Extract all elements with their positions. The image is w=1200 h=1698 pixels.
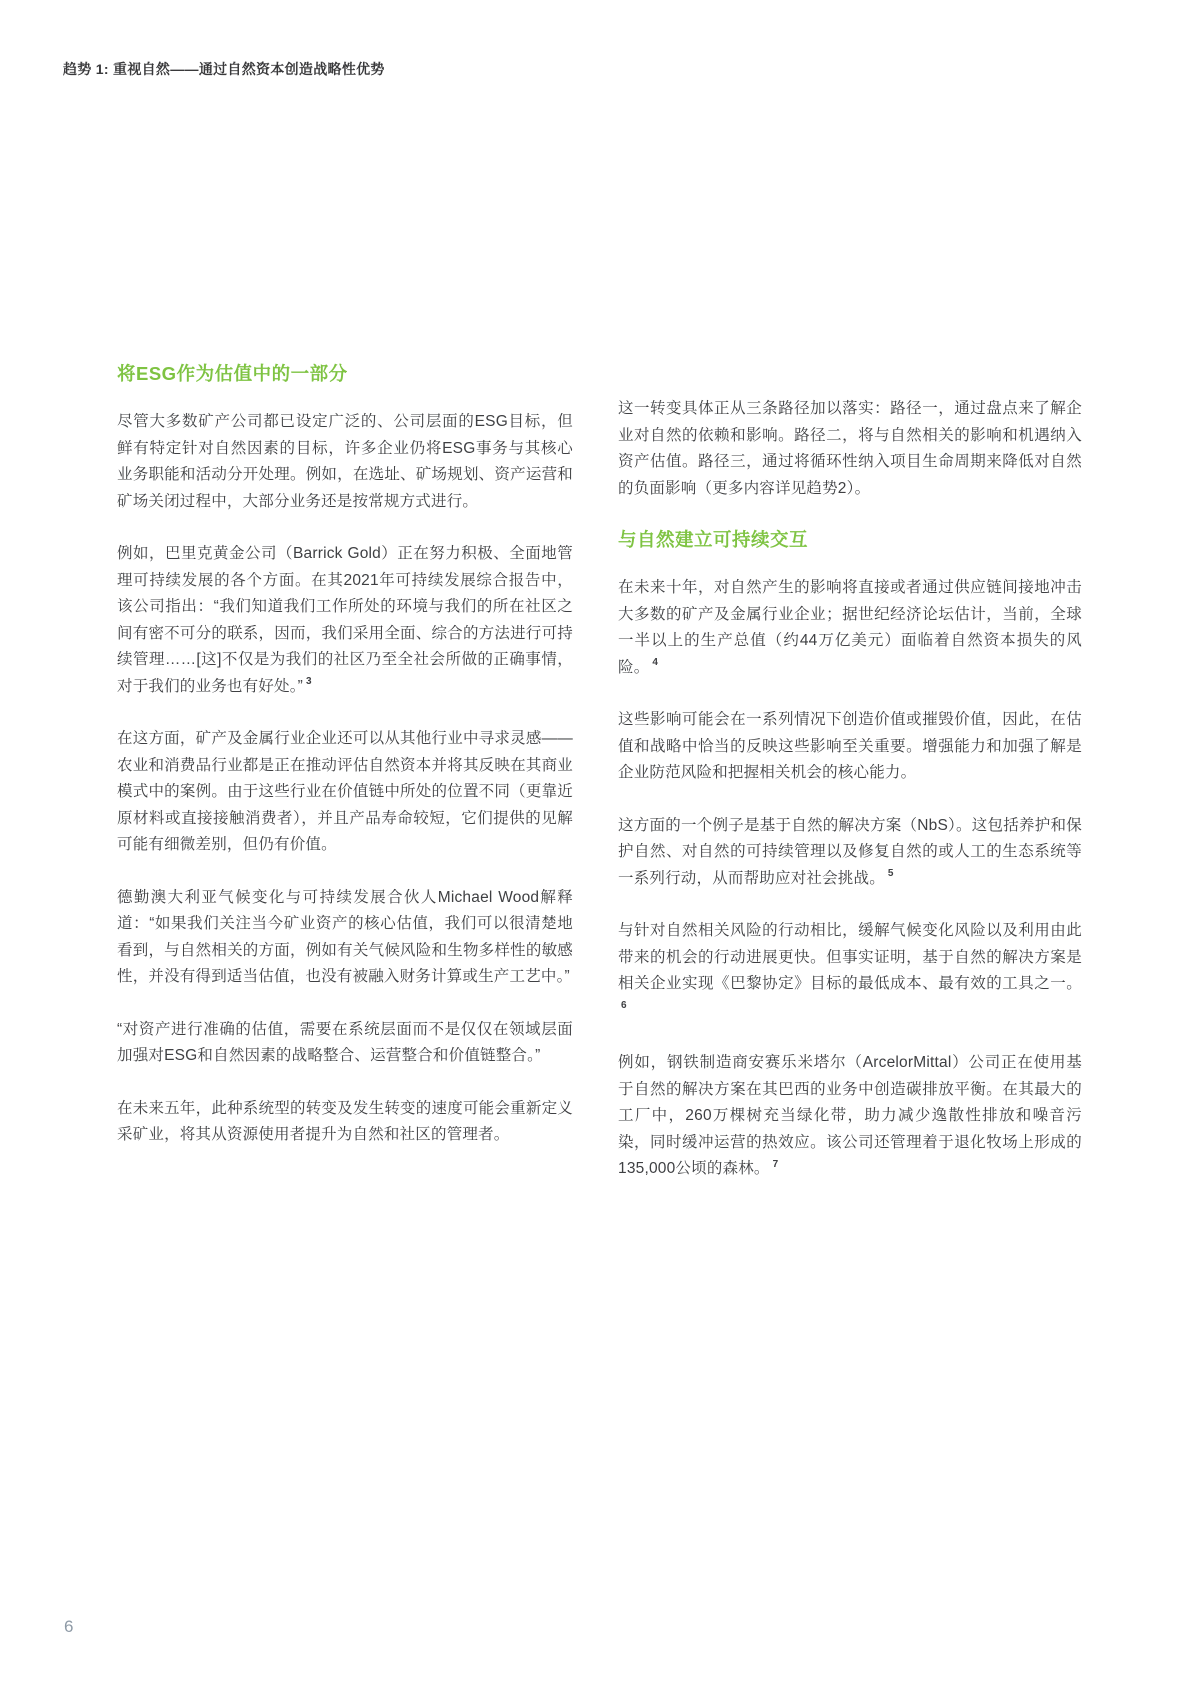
section-heading-nature-interaction: 与自然建立可持续交互 xyxy=(618,529,809,550)
paragraph-text: 例如，巴里克黄金公司（Barrick Gold）正在努力积极、全面地管理可持续发展的各个方面。在其2021年可持续发展综合报告中，该公司指出：“我们知道我们工作所处的环境与我们的所在社区之间有密不可分的联系，因而，我们采用全面、综合的方法进行可持续管理……[这]不仅是为我们的社区乃至全社会所做的正确事情，对于我们的业务也有好处。” xyxy=(117,545,573,695)
paragraph-text: 在未来五年，此种系统型的转变及发生转变的速度可能会重新定义采矿业，将其从资源使用者提升为自然和社区的管理者。 xyxy=(117,1099,573,1143)
paragraph xyxy=(117,726,573,859)
paragraph xyxy=(117,1096,573,1149)
paragraph-text: 这方面的一个例子是基于自然的解决方案（NbS）。这包括养护和保护自然、对自然的可持续管理以及修复自然的或人工的生态系统等一系列行动，从而帮助应对社会挑战。 xyxy=(618,816,1082,887)
right-column xyxy=(618,396,1082,1209)
paragraph xyxy=(117,885,573,991)
paragraph xyxy=(618,918,1082,1024)
paragraph xyxy=(618,813,1082,893)
paragraph-text: 尽管大多数矿产公司都已设定广泛的、公司层面的ESG目标，但鲜有特定针对自然因素的目标，许多企业仍将ESG事务与其核心业务职能和活动分开处理。例如，在选址、矿场规划、资产运营和矿场关闭过程中，大部分业务还是按常规方式进行。 xyxy=(117,413,573,510)
footnote-ref-7: 7 xyxy=(772,1158,779,1170)
running-header-title: 重视自然——通过自然资本创造战略性优势 xyxy=(108,61,385,77)
paragraph xyxy=(618,396,1082,502)
footnote-ref-5: 5 xyxy=(887,868,894,880)
left-column xyxy=(117,362,573,1175)
paragraph xyxy=(618,1050,1082,1183)
paragraph xyxy=(117,1017,573,1070)
page-number: 6 xyxy=(64,1617,74,1636)
paragraph-text: 例如，钢铁制造商安赛乐米塔尔（ArcelorMittal）公司正在使用基于自然的解决方案在其巴西的业务中创造碳排放平衡。在其最大的工厂中，260万棵树充当绿化带，助力减少逸散性排放和噪音污染，同时缓冲运营的热效应。该公司还管理着于退化牧场上形成的135,000公顷的森林。 xyxy=(618,1054,1082,1177)
footnote-ref-4: 4 xyxy=(652,657,659,669)
paragraph-text: 在未来十年，对自然产生的影响将直接或者通过供应链间接地冲击大多数的矿产及金属行业企业；据世纪经济论坛估计，当前，全球一半以上的生产总值（约44万亿美元）面临着自然资本损失的风险。 xyxy=(618,579,1082,676)
footnote-ref-3: 3 xyxy=(306,676,312,688)
paragraph-text: 与针对自然相关风险的行动相比，缓解气候变化风险以及利用由此带来的机会的行动进展更快。但事实证明，基于自然的解决方案是相关企业实现《巴黎协定》目标的最低成本、最有效的工具之一。 xyxy=(618,922,1082,992)
paragraph-text: “对资产进行准确的估值，需要在系统层面而不是仅仅在领域层面加强对ESG和自然因素的战略整合、运营整合和价值链整合。” xyxy=(117,1020,573,1064)
paragraph-text: 这一转变具体正从三条路径加以落实：路径一，通过盘点来了解企业对自然的依赖和影响。路径二，将与自然相关的影响和机遇纳入资产估值。路径三，通过将循环性纳入项目生命周期来降低对自然的负面影响（更多内容详见趋势2）。 xyxy=(618,400,1082,497)
paragraph xyxy=(618,575,1082,681)
paragraph xyxy=(618,707,1082,787)
paragraph-text: 这些影响可能会在一系列情况下创造价值或摧毁价值，因此，在估值和战略中恰当的反映这些影响至关重要。增强能力和加强了解是企业防范风险和把握相关机会的核心能力。 xyxy=(618,711,1082,781)
paragraph xyxy=(117,541,573,700)
paragraph-text: 德勤澳大利亚气候变化与可持续发展合伙人Michael Wood解释道：“如果我们关注当今矿业资产的核心估值，我们可以很清楚地看到，与自然相关的方面，例如有关气候风险和生物多样性的敏感性，并没有得到适当估值，也没有被融入财务计算或生产工艺中。” xyxy=(117,888,573,985)
running-header xyxy=(63,60,385,78)
section-heading-esg-valuation: 将ESG作为估值中的一部分 xyxy=(117,363,348,384)
footnote-ref-6: 6 xyxy=(621,1000,627,1012)
running-header-trend-label: 趋势 1: xyxy=(63,61,109,77)
paragraph xyxy=(117,409,573,515)
paragraph-text: 在这方面，矿产及金属行业企业还可以从其他行业中寻求灵感——农业和消费品行业都是正在推动评估自然资本并将其反映在其商业模式中的案例。由于这些行业在价值链中所处的位置不同（更靠近原材料或直接接触消费者），并且产品寿命较短，它们提供的见解可能有细微差别，但仍有价值。 xyxy=(117,730,573,853)
